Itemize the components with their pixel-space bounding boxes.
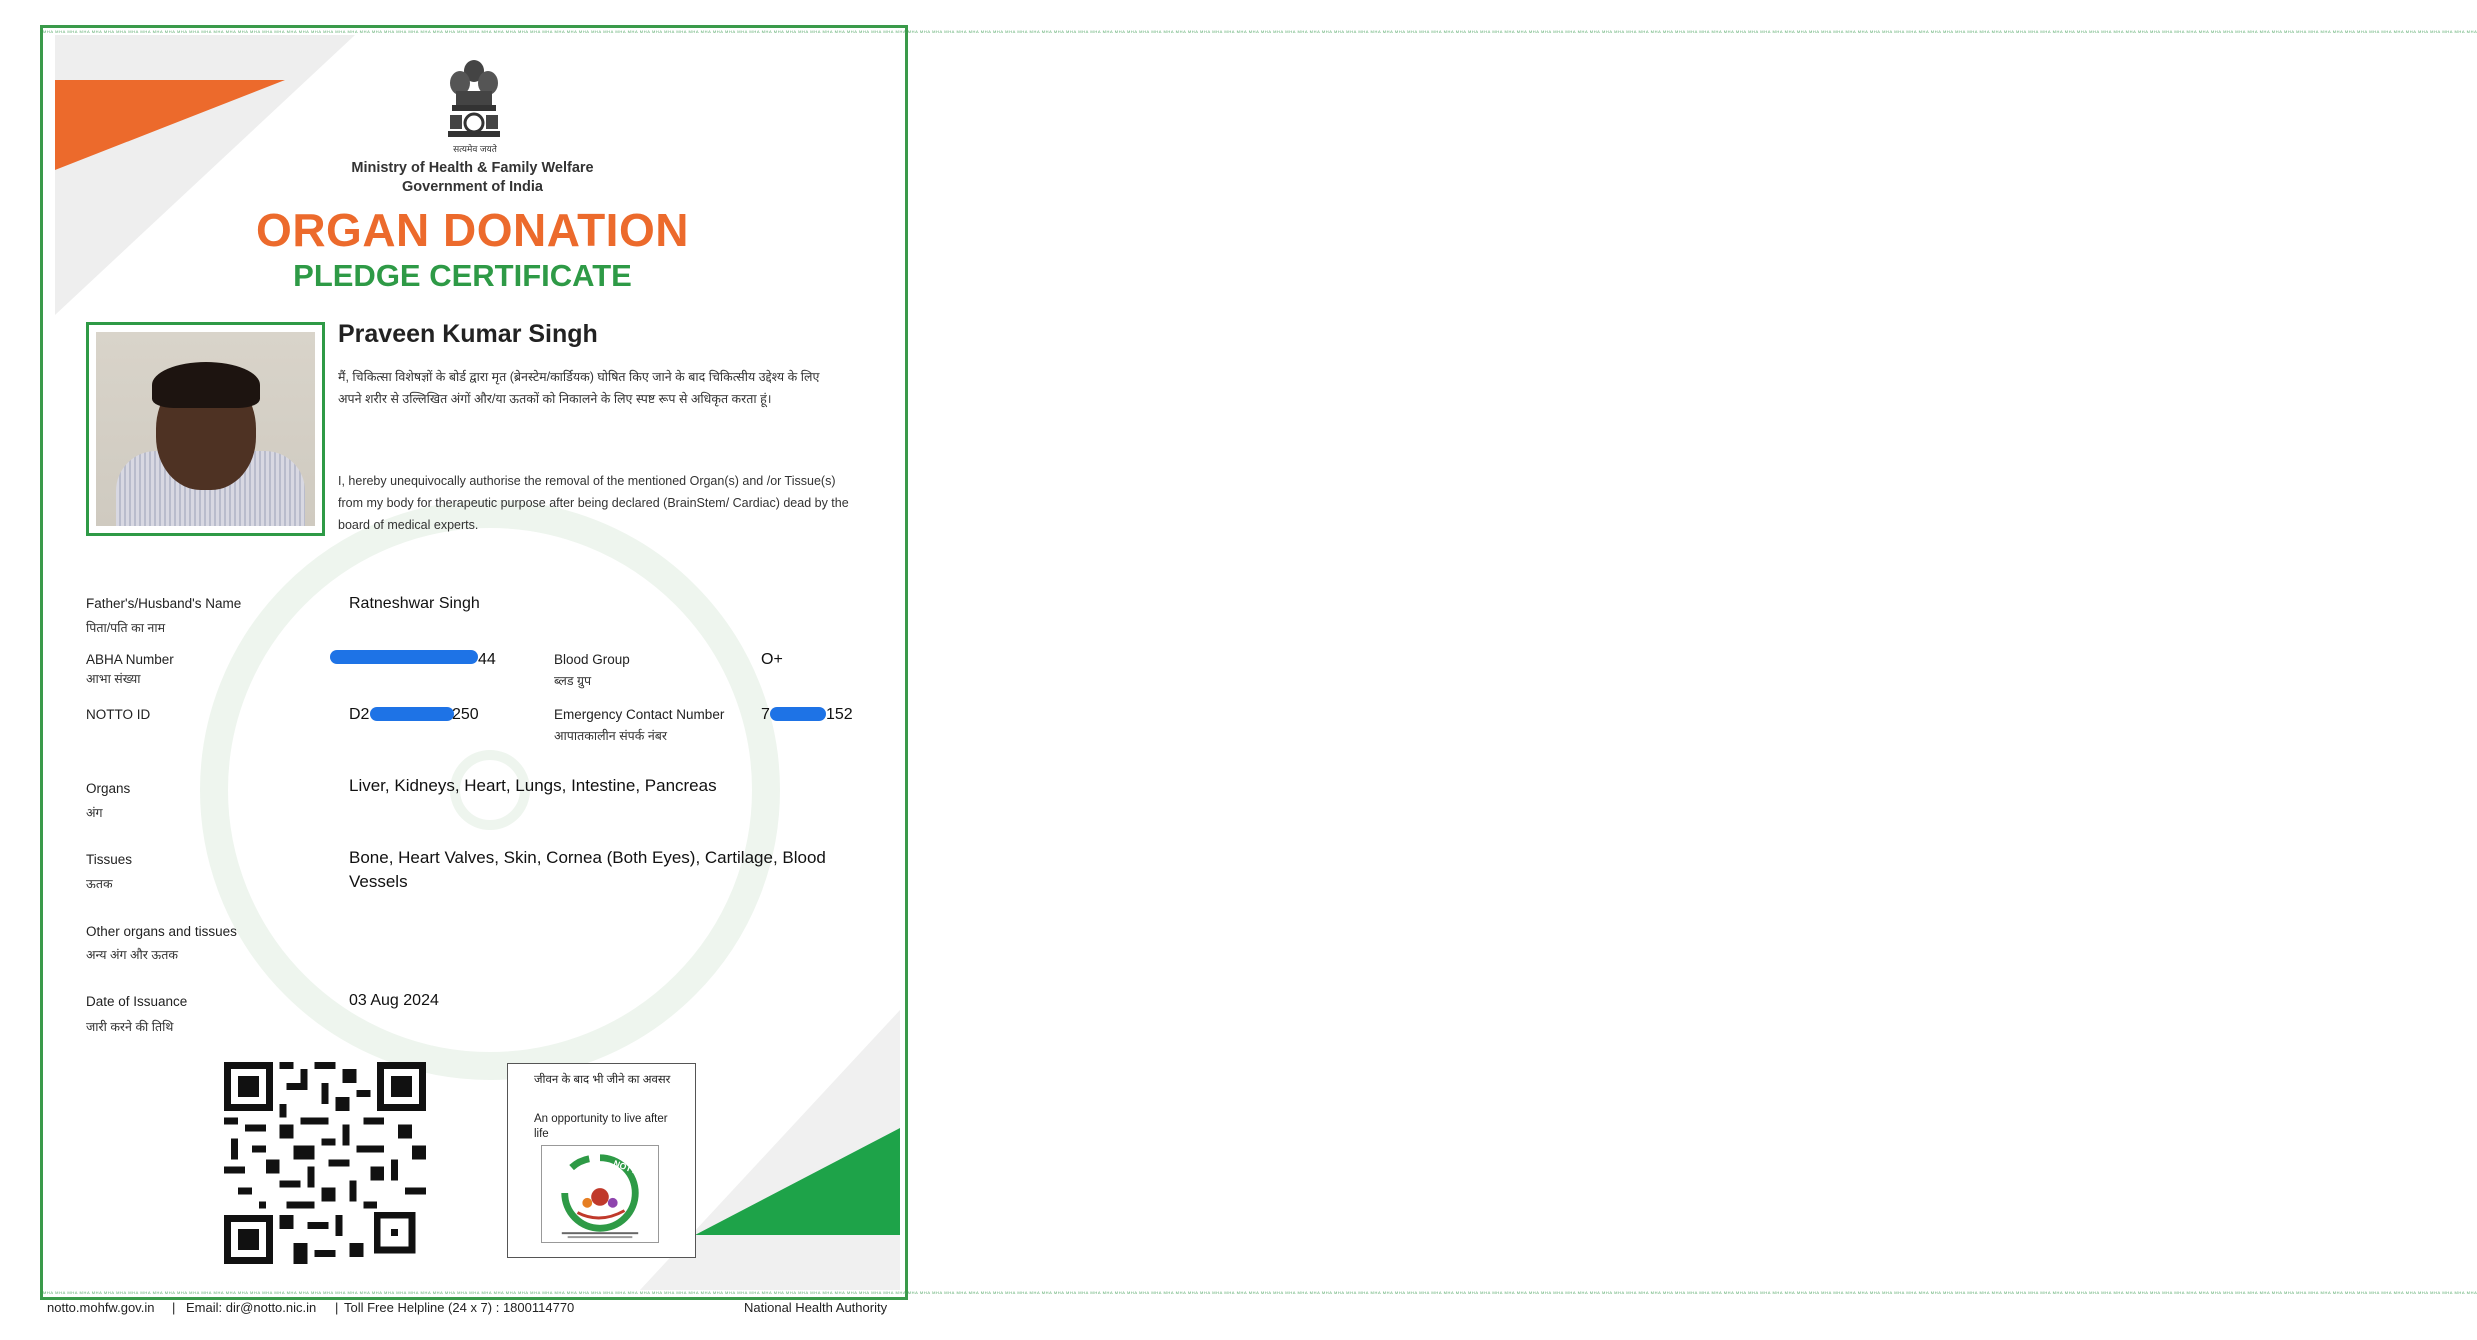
footer-separator-2: | [335,1300,339,1315]
footer-separator-1: | [172,1300,176,1315]
footer-website[interactable]: notto.mohfw.gov.in [47,1300,155,1315]
footer-helpline: Toll Free Helpline (24 x 7) : 1800114770 [344,1300,575,1315]
border-pattern-top: MHA MHA MHA MHA MHA MHA MHA MHA MHA MHA MHA MHA MHA MHA MHA MHA MHA MHA MHA MHA MHA MHA MHA MHA MHA MHA MHA MHA MHA MHA MHA MHA MHA MHA MHA MHA MHA MHA MHA MHA MHA MHA MHA MHA MHA MHA MHA MHA MHA MHA MHA MHA MHA MHA MHA MHA MHA MHA MHA MHA MHA MHA MHA MHA MHA MHA MHA MHA MHA MHA MHA MHA MHA MHA MHA MHA MHA MHA MHA MHA MHA MHA MHA MHA MHA MHA MHA MHA MHA MHA MHA MHA MHA MHA MHA MHA MHA MHA MHA MHA MHA MHA MHA MHA MHA MHA MHA MHA MHA MHA MHA MHA MHA MHA MHA MHA MHA MHA MHA MHA MHA MHA MHA MHA MHA MHA MHA MHA MHA MHA MHA MHA MHA MHA MHA MHA MHA MHA MHA MHA MHA MHA MHA MHA MHA MHA MHA MHA MHA MHA MHA MHA MHA MHA MHA MHA MHA MHA MHA MHA MHA MHA MHA MHA MHA MHA MHA MHA MHA MHA MHA MHA MHA MHA MHA MHA MHA MHA MHA MHA MHA MHA MHA MHA MHA MHA MHA MHA MHA MHA MHA MHA MHA MHA MHA MHA MHA MHA MHA MHA [43,29,2477,34]
organs-value: Liver, Kidneys, Heart, Lungs, Intestine, Pancreas [349,776,717,795]
footer-authority: National Health Authority [744,1300,888,1315]
blood-group-label: Blood Group [554,652,630,667]
notto-tagline-hindi: जीवन के बाद भी जीने का अवसर [534,1074,671,1086]
donor-name: Praveen Kumar Singh [338,320,598,348]
date-of-issuance-value: 03 Aug 2024 [349,992,439,1009]
ministry-name: Ministry of Health & Family Welfare [351,160,594,176]
date-of-issuance-label-hindi: जारी करने की तिथि [86,1020,174,1034]
other-organs-label: Other organs and tissues [86,924,237,939]
border-pattern-bottom: MHA MHA MHA MHA MHA MHA MHA MHA MHA MHA MHA MHA MHA MHA MHA MHA MHA MHA MHA MHA MHA MHA MHA MHA MHA MHA MHA MHA MHA MHA MHA MHA MHA MHA MHA MHA MHA MHA MHA MHA MHA MHA MHA MHA MHA MHA MHA MHA MHA MHA MHA MHA MHA MHA MHA MHA MHA MHA MHA MHA MHA MHA MHA MHA MHA MHA MHA MHA MHA MHA MHA MHA MHA MHA MHA MHA MHA MHA MHA MHA MHA MHA MHA MHA MHA MHA MHA MHA MHA MHA MHA MHA MHA MHA MHA MHA MHA MHA MHA MHA MHA MHA MHA MHA MHA MHA MHA MHA MHA MHA MHA MHA MHA MHA MHA MHA MHA MHA MHA MHA MHA MHA MHA MHA MHA MHA MHA MHA MHA MHA MHA MHA MHA MHA MHA MHA MHA MHA MHA MHA MHA MHA MHA MHA MHA MHA MHA MHA MHA MHA MHA MHA MHA MHA MHA MHA MHA MHA MHA MHA MHA MHA MHA MHA MHA MHA MHA MHA MHA MHA MHA MHA MHA MHA MHA MHA MHA MHA MHA MHA MHA MHA MHA MHA MHA MHA MHA MHA MHA MHA MHA MHA MHA MHA MHA MHA MHA MHA MHA MHA [43,1290,2477,1295]
father-name-value: Ratneshwar Singh [349,595,480,612]
notto-id-prefix: D2 [349,706,370,723]
father-name-label-hindi: पिता/पति का नाम [86,621,166,635]
abha-number-value: 44 [478,651,496,668]
notto-tagline-english: An opportunity to live after life [534,1113,668,1140]
tissues-value: Bone, Heart Valves, Skin, Cornea (Both Eyes), Cartilage, Blood Vessels [349,848,826,891]
pledge-text-english: I, hereby unequivocally authorise the removal of the mentioned Organ(s) and /or Tissue(s) from my body for therapeutic purpose after being declared (BrainStem/ Cardiac) dead by the board of medical experts. [338,474,849,532]
qr-code [222,1062,428,1264]
blood-group-label-hindi: ब्लड ग्रुप [554,674,592,688]
father-name-label: Father's/Husband's Name [86,596,242,611]
notto-id-label: NOTTO ID [86,707,151,722]
abha-number-label-hindi: आभा संख्या [86,672,141,686]
government-name: Government of India [402,179,543,195]
national-emblem-icon [446,55,502,139]
notto-id-suffix: 250 [452,706,479,723]
donor-photo [96,332,315,526]
pledge-text-hindi: मैं, चिकित्सा विशेषज्ञों के बोर्ड द्वारा मृत (ब्रेनस्टेम/कार्डियक) घोषित किए जाने के बाद चिकित्सीय उद्देश्य के लिए अपने शरीर से उल्लिखित अंगों और/या ऊतकों को निकालने के लिए स्पष्ट रूप से अधिकृत करता हूं। [338,370,820,406]
footer-email[interactable]: Email: dir@notto.nic.in [186,1300,317,1315]
tissues-label: Tissues [86,852,133,867]
certificate-title: ORGAN DONATION [256,204,689,256]
emergency-contact-redaction [770,707,826,721]
notto-id-redaction [370,707,454,721]
date-of-issuance-label: Date of Issuance [86,994,188,1009]
organs-label-hindi: अंग [86,806,103,820]
blood-group-value: O+ [761,651,783,668]
donor-photo-frame [86,322,325,536]
notto-logo-icon [541,1145,659,1243]
emergency-contact-suffix: 152 [826,706,853,723]
emergency-contact-label-hindi: आपातकालीन संपर्क नंबर [554,729,668,743]
tissues-label-hindi: ऊतक [86,877,113,891]
certificate-subtitle: PLEDGE CERTIFICATE [293,258,632,293]
emergency-contact-prefix: 7 [761,706,770,723]
emergency-contact-label: Emergency Contact Number [554,707,725,722]
abha-redaction [330,650,478,664]
svg-text:NOTTO: NOTTO [612,1158,645,1178]
abha-number-label: ABHA Number [86,652,174,667]
emblem-motto: सत्यमेव जयते [453,144,497,154]
organs-label: Organs [86,781,131,796]
other-organs-label-hindi: अन्य अंग और ऊतक [86,948,178,962]
